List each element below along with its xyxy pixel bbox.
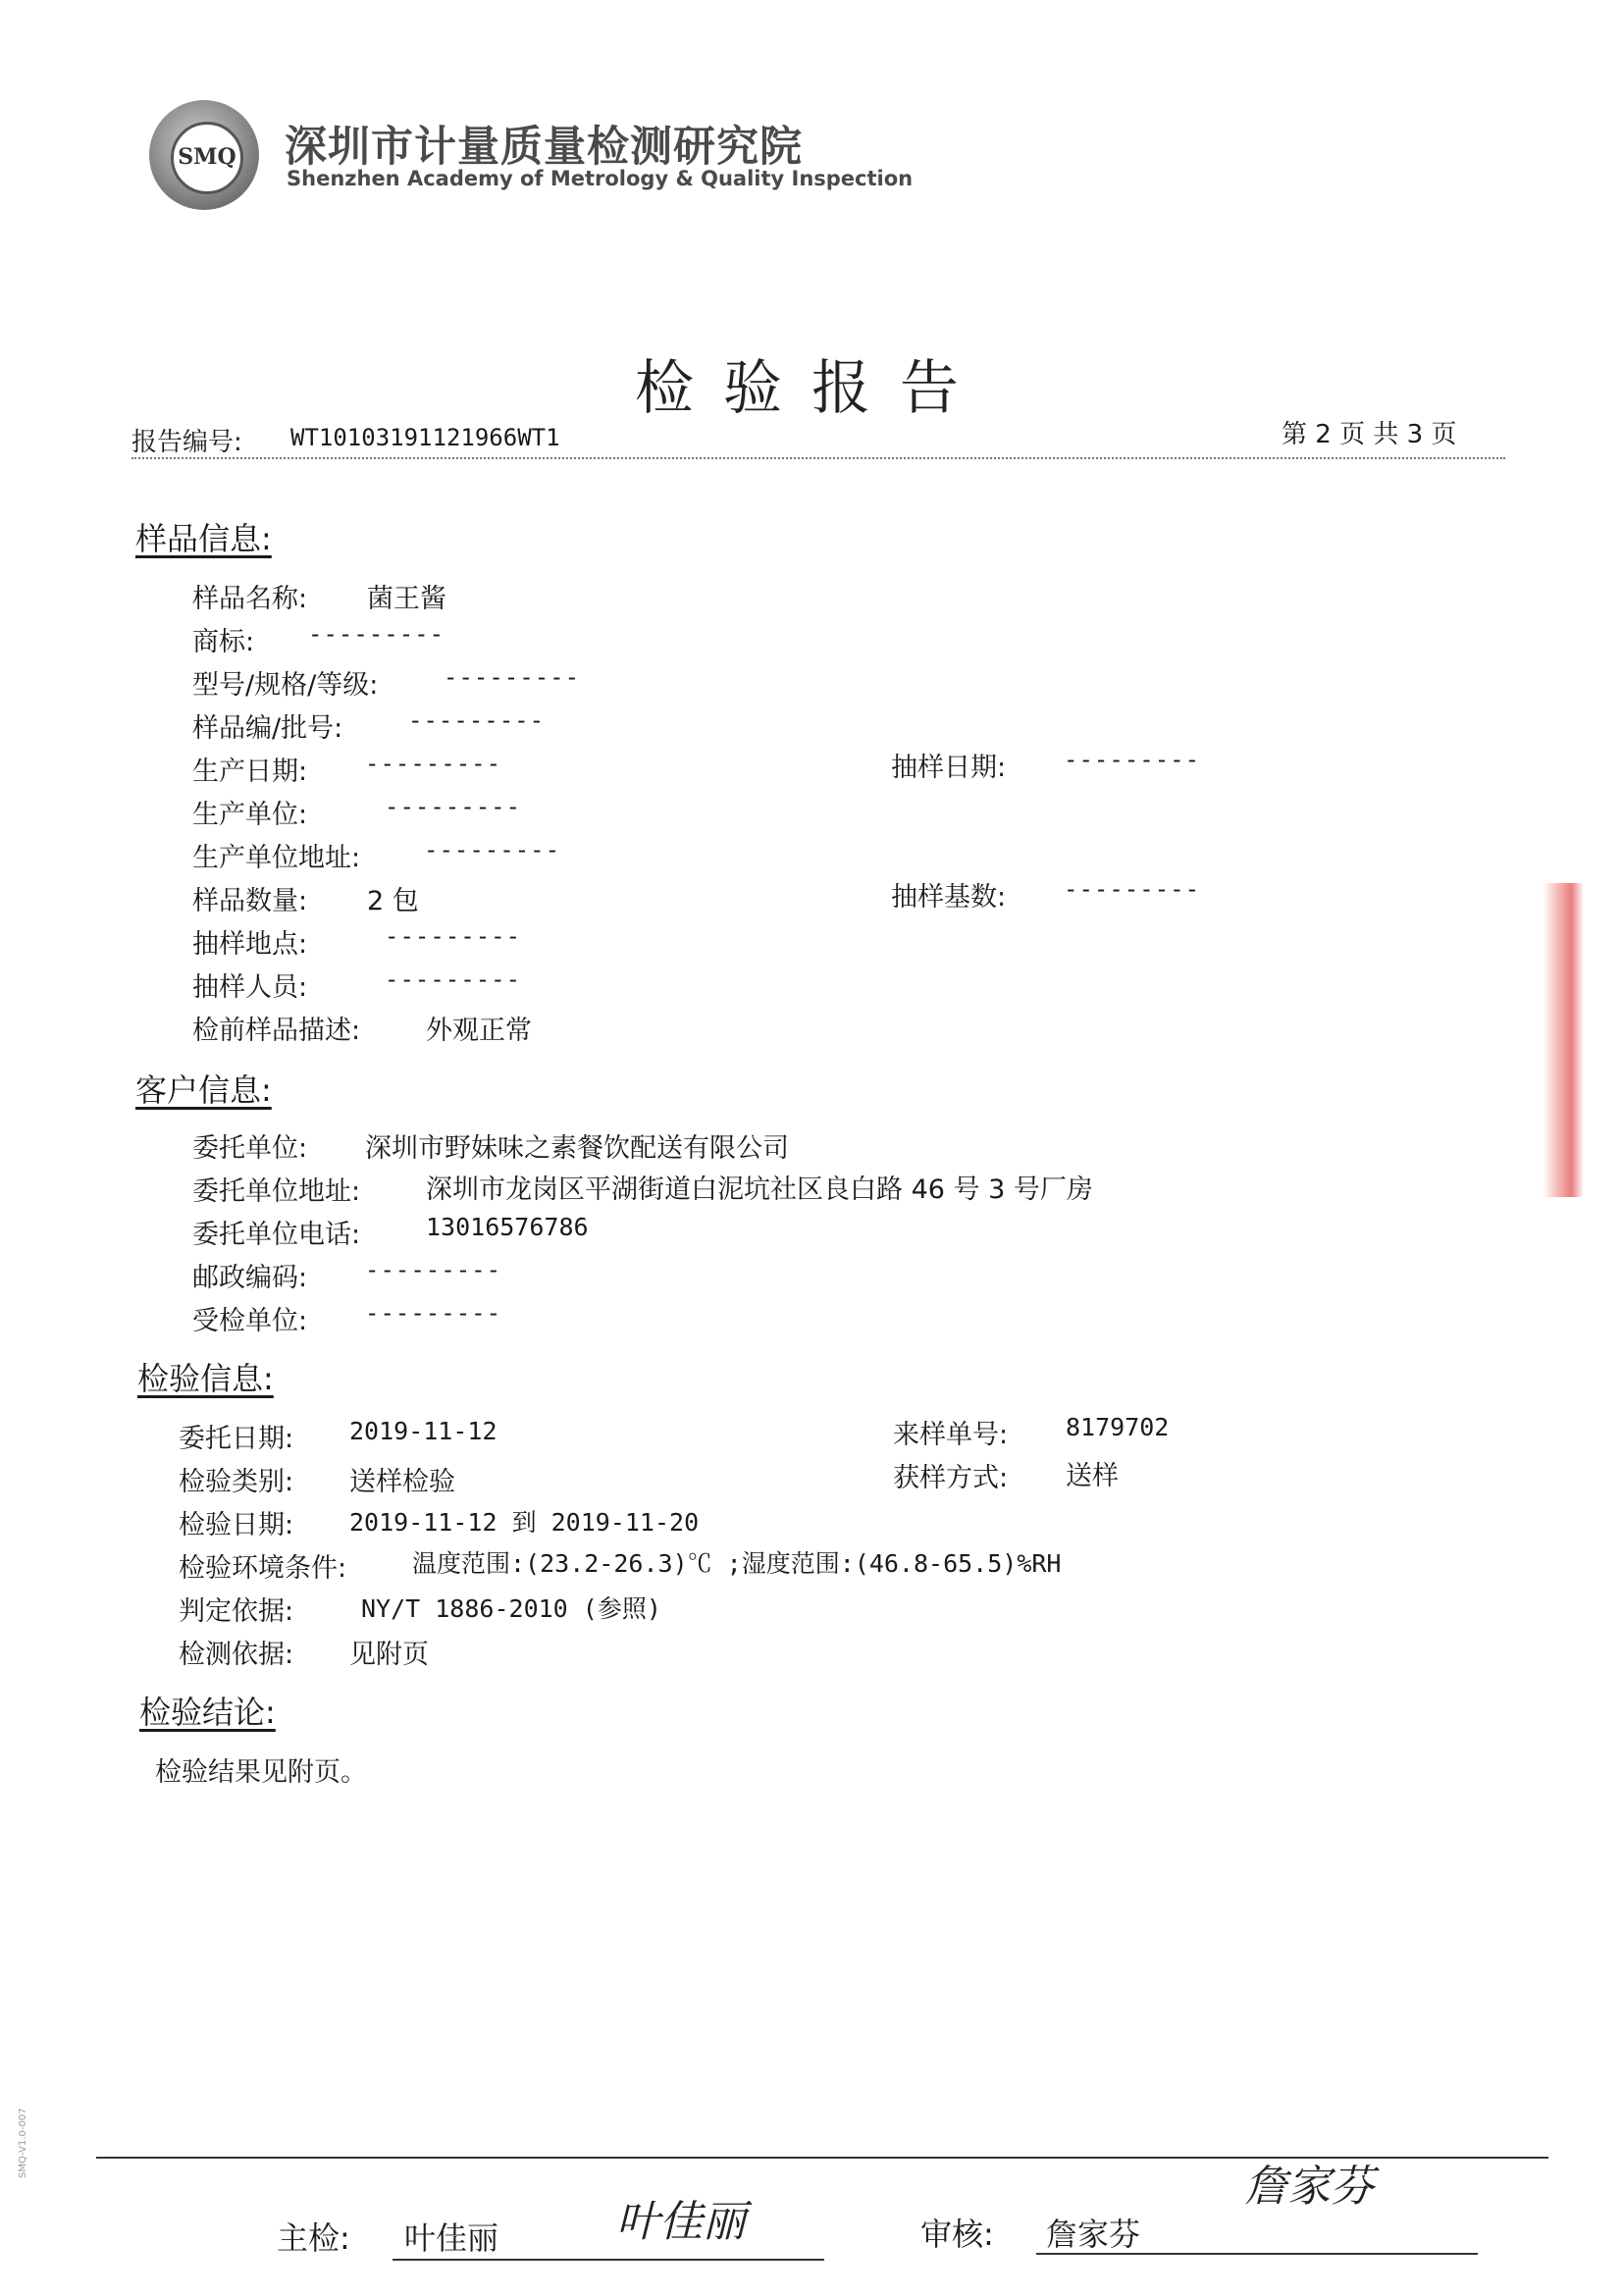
- reviewer-name: 詹家芬: [1046, 2216, 1141, 2253]
- client-addr-value: 深圳市龙岗区平湖街道白泥坑社区良白路 46 号 3 号厂房: [426, 1174, 1093, 1205]
- basis-label: 判定依据:: [179, 1596, 294, 1627]
- client-value: 深圳市野妹味之素餐饮配送有限公司: [365, 1133, 789, 1164]
- sample-no-label: 来样单号:: [893, 1420, 1009, 1450]
- page-info: 第 2 页 共 3 页: [1282, 420, 1457, 449]
- sample-name-label: 样品名称:: [192, 584, 308, 614]
- logo-inner-ring: [171, 122, 243, 194]
- prod-date-label: 生产日期:: [192, 757, 308, 787]
- inspector-name: 叶佳丽: [404, 2219, 499, 2257]
- brand-value: ---------: [308, 620, 445, 648]
- conclusion-heading: 检验结论:: [139, 1694, 276, 1731]
- header-divider: [131, 457, 1505, 459]
- inspector-signature: 叶佳丽: [616, 2197, 746, 2247]
- test-date-value: 2019-11-12 到 2019-11-20: [349, 1508, 700, 1537]
- brand-label: 商标:: [192, 627, 255, 657]
- report-title: 检验报告: [635, 354, 988, 423]
- pre-desc-label: 检前样品描述:: [192, 1016, 361, 1046]
- category-label: 检验类别:: [179, 1467, 294, 1497]
- producer-value: ---------: [385, 793, 522, 820]
- obtain-value: 送样: [1066, 1461, 1119, 1491]
- producer-addr-value: ---------: [424, 836, 561, 863]
- inspection-info-heading: 检验信息:: [137, 1360, 274, 1397]
- sampling-place-label: 抽样地点:: [192, 929, 308, 960]
- inspected-label: 受检单位:: [192, 1306, 308, 1336]
- inspected-value: ---------: [365, 1299, 502, 1327]
- pre-desc-value: 外观正常: [426, 1016, 532, 1046]
- reviewer-label: 审核:: [920, 2216, 994, 2253]
- env-label: 检验环境条件:: [179, 1553, 347, 1584]
- logo-text: SMQ: [178, 144, 236, 170]
- smq-logo: [149, 100, 259, 210]
- postcode-value: ---------: [365, 1256, 502, 1283]
- batch-value: ---------: [408, 706, 546, 734]
- sampler-label: 抽样人员:: [192, 972, 308, 1003]
- client-label: 委托单位:: [192, 1133, 308, 1164]
- prod-date-value: ---------: [365, 750, 502, 777]
- batch-label: 样品编/批号:: [192, 713, 343, 744]
- quantity-label: 样品数量:: [192, 886, 308, 916]
- client-info-heading: 客户信息:: [135, 1071, 272, 1109]
- report-no: WT10103191121966WT1: [290, 424, 560, 451]
- form-code: SMQ-V1.0-007: [18, 2108, 28, 2178]
- client-addr-label: 委托单位地址:: [192, 1176, 361, 1207]
- entrust-date-label: 委托日期:: [179, 1424, 294, 1454]
- method-label: 检测依据:: [179, 1640, 294, 1670]
- postcode-label: 邮政编码:: [192, 1263, 308, 1293]
- sampling-base-value: ---------: [1064, 875, 1201, 903]
- sampler-value: ---------: [385, 965, 522, 993]
- seal-stamp-fragment: [1543, 883, 1584, 1197]
- inspector-label: 主检:: [277, 2219, 350, 2257]
- producer-addr-label: 生产单位地址:: [192, 843, 361, 873]
- report-no-label: 报告编号:: [131, 428, 242, 457]
- conclusion-text: 检验结果见附页。: [155, 1757, 367, 1788]
- obtain-label: 获样方式:: [893, 1463, 1009, 1493]
- sampling-date-label: 抽样日期:: [891, 753, 1007, 783]
- inspector-sign-line: [393, 2259, 824, 2261]
- env-value: 温度范围:(23.2-26.3)℃ ;湿度范围:(46.8-65.5)%RH: [412, 1549, 1062, 1578]
- sample-name: 菌王酱: [367, 584, 446, 614]
- basis-value: NY/T 1886-2010 (参照): [361, 1594, 661, 1623]
- org-name-en: Shenzhen Academy of Metrology & Quality Inspection: [287, 167, 914, 190]
- sampling-date-value: ---------: [1064, 746, 1201, 773]
- sampling-place-value: ---------: [385, 922, 522, 950]
- test-date-label: 检验日期:: [179, 1510, 294, 1540]
- reviewer-sign-line: [1036, 2253, 1478, 2255]
- sampling-base-label: 抽样基数:: [891, 882, 1007, 913]
- sample-no-value: 8179702: [1066, 1413, 1170, 1441]
- client-phone-label: 委托单位电话:: [192, 1220, 361, 1250]
- quantity-value: 2 包: [367, 886, 419, 916]
- model-label: 型号/规格/等级:: [192, 670, 379, 701]
- model-value: ---------: [444, 663, 581, 691]
- client-phone-value: 13016576786: [426, 1213, 589, 1241]
- category-value: 送样检验: [349, 1467, 455, 1497]
- sample-info-heading: 样品信息:: [135, 520, 272, 557]
- org-name-cn: 深圳市计量质量检测研究院: [285, 123, 803, 172]
- entrust-date-value: 2019-11-12: [349, 1417, 497, 1445]
- producer-label: 生产单位:: [192, 800, 308, 830]
- reviewer-signature: 詹家芬: [1244, 2162, 1374, 2212]
- method-value: 见附页: [349, 1640, 429, 1670]
